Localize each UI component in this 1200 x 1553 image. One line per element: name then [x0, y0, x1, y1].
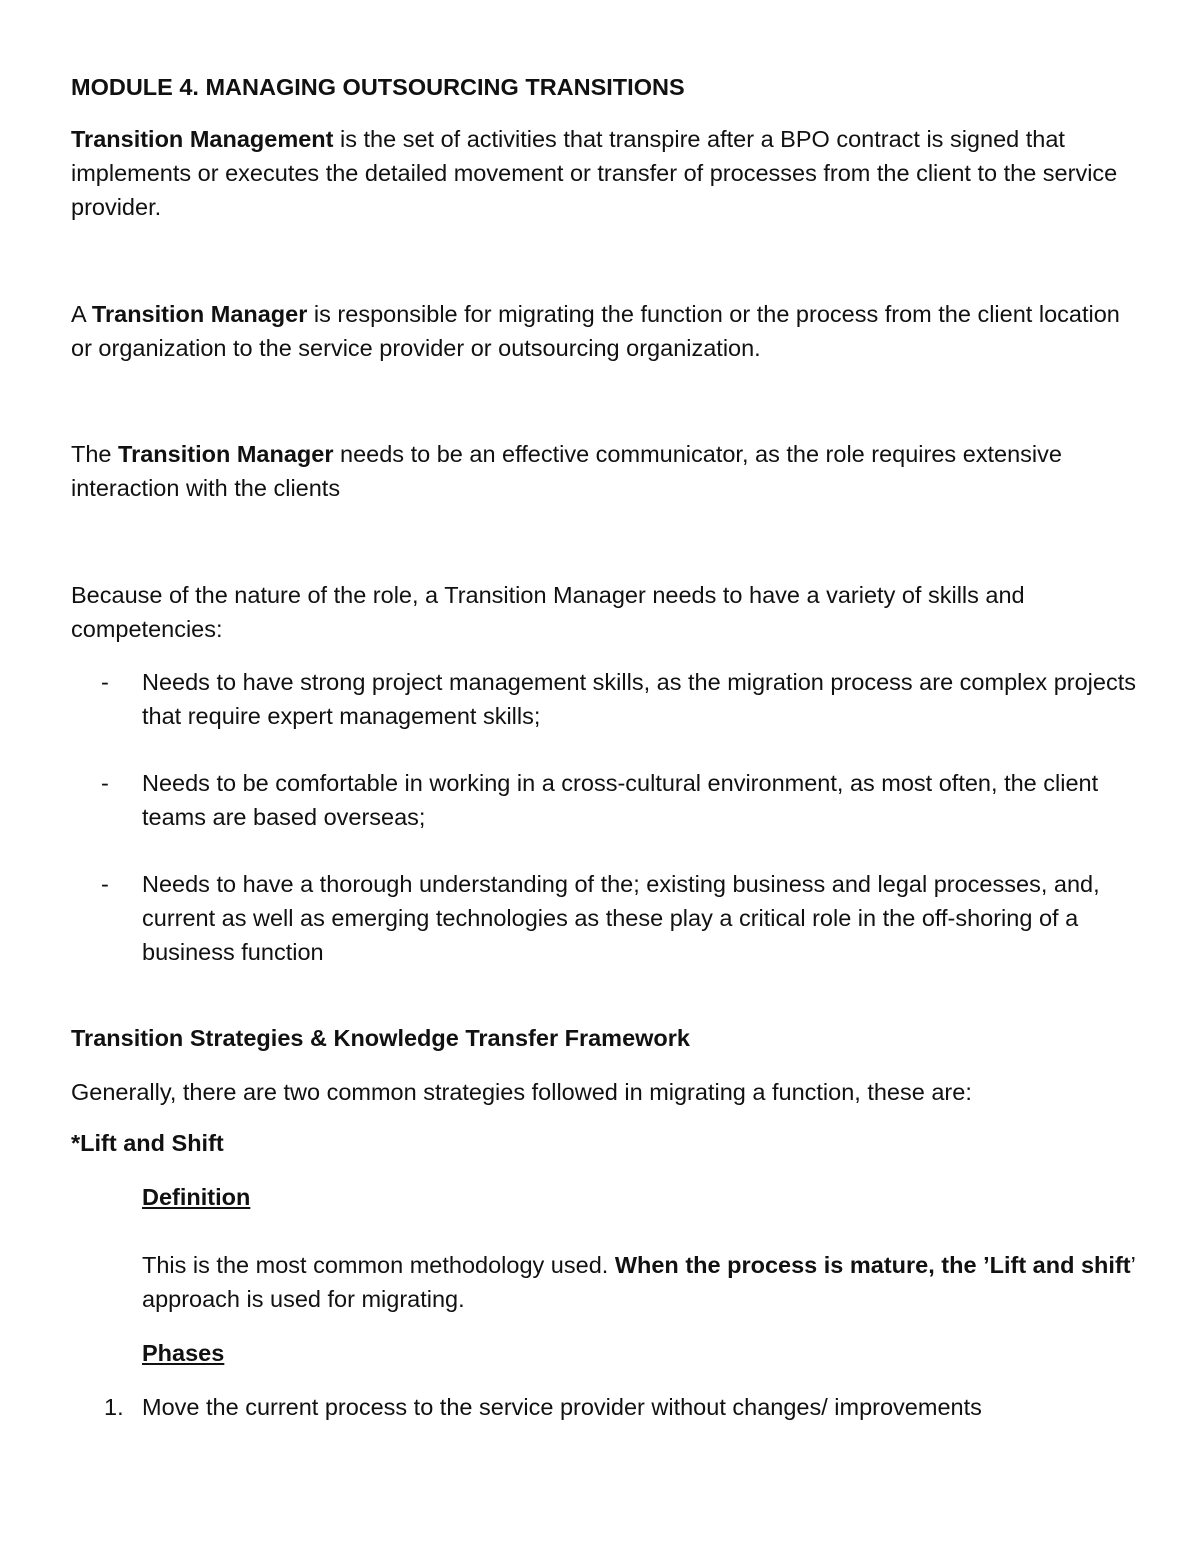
strategy-title: *Lift and Shift — [71, 1130, 224, 1156]
list-item-text: Needs to have strong project management skills, as the migration process are complex projects that require expert management skills; — [142, 669, 1136, 729]
page-title: MODULE 4. MANAGING OUTSOURCING TRANSITIONS — [71, 74, 685, 100]
definition-text-end: ’ approach is used for migrating. — [142, 1252, 1135, 1312]
definition-heading: Definition — [142, 1184, 251, 1210]
bullet-marker: - — [101, 770, 109, 796]
list-item-text: Move the current process to the service provider without changes/ improvements — [142, 1394, 982, 1420]
bullet-marker: - — [101, 669, 109, 695]
paragraph-text: is the set of activities that transpire after a BPO contract is signed that implements or executes the detailed movement or transfer of processes from the client to the service provider. — [71, 126, 1118, 220]
term-transition-manager: Transition Manager — [118, 441, 334, 467]
section-title: Transition Strategies & Knowledge Transfer Framework — [71, 1025, 690, 1051]
paragraph-transition-manager — [71, 297, 1136, 365]
paragraph-text: is responsible for migrating the function or the process from the client location or organization to the service provider or outsourcing organization. — [71, 301, 1120, 361]
list-item-text: Needs to have a thorough understanding of the; existing business and legal processes, and, current as well as emerging technologies as these play a critical role in the off-shoring of a business function — [142, 871, 1100, 965]
definition-text: This is the most common methodology used. — [142, 1252, 615, 1278]
term-transition-manager: Transition Manager — [91, 301, 308, 327]
paragraph-text: needs to be an effective communicator, as the role requires extensive interaction with the clients — [71, 441, 1062, 501]
definition-emphasis: When the process is mature, the ’Lift and shift — [614, 1252, 1131, 1278]
list-number: 1. — [104, 1394, 124, 1420]
paragraph-strategies-intro: Generally, there are two common strategies followed in migrating a function, these are: — [71, 1079, 972, 1105]
bullet-marker: - — [101, 871, 109, 897]
definition-paragraph — [142, 1248, 1136, 1316]
paragraph-transition-management — [71, 122, 1136, 224]
paragraph-prefix: The — [71, 441, 119, 467]
term-transition-management: Transition Management — [71, 126, 334, 152]
phases-heading: Phases — [142, 1340, 225, 1366]
paragraph-prefix: A — [71, 301, 92, 327]
paragraph-skills-intro: Because of the nature of the role, a Transition Manager needs to have a variety of skills and competencies: — [71, 582, 1025, 642]
paragraph-communicator — [71, 437, 1136, 505]
list-item-text: Needs to be comfortable in working in a cross-cultural environment, as most often, the client teams are based overseas; — [142, 770, 1099, 830]
